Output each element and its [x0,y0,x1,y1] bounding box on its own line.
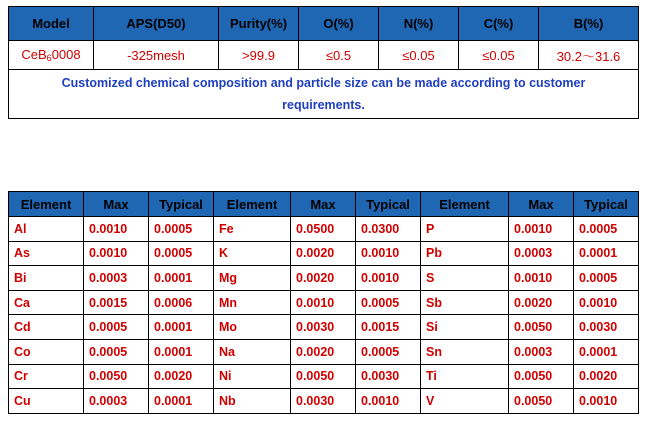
element-cell: Al [9,217,84,242]
value-cell: 0.0500 [291,217,356,242]
value-cell: 0.0030 [291,389,356,414]
value-cell: 0.0001 [149,315,214,340]
table-row [9,241,639,266]
value-cell: 0.0020 [291,339,356,364]
value-cell: 0.0001 [149,339,214,364]
value-cell: 0.0020 [574,364,639,389]
impurity-header-3: Element [214,192,291,217]
value-cell: 0.0015 [84,290,149,315]
value-cell: 0.0020 [149,364,214,389]
element-cell: Ca [9,290,84,315]
value-cell: 0.0010 [509,266,574,291]
value-cell: 0.0003 [509,241,574,266]
table-row [9,389,639,414]
note-line-2: requirements. [282,98,365,112]
value-cell: 0.0005 [356,339,421,364]
spec-b-cell: 30.2～31.6 [539,41,639,70]
value-cell: 0.0010 [356,389,421,414]
note-line-1: Customized chemical composition and particle size can be made according to customer [61,76,586,90]
element-cell: Co [9,339,84,364]
element-cell: Ni [214,364,291,389]
element-cell: Cr [9,364,84,389]
impurity-header-6: Element [421,192,509,217]
element-cell: V [421,389,509,414]
value-cell: 0.0005 [149,241,214,266]
table-row [9,364,639,389]
customization-note [9,70,639,119]
impurity-table [8,191,639,414]
value-cell: 0.0005 [84,339,149,364]
element-cell: Fe [214,217,291,242]
value-cell: 0.0001 [574,339,639,364]
spec-note-row [9,70,639,119]
value-cell: 0.0010 [291,290,356,315]
value-cell: 0.0010 [509,217,574,242]
element-cell: Mn [214,290,291,315]
element-cell: Si [421,315,509,340]
impurity-header-8: Typical [574,192,639,217]
value-cell: 0.0001 [149,266,214,291]
value-cell: 0.0020 [291,266,356,291]
element-cell: Sb [421,290,509,315]
model-prefix: CeB [21,47,47,62]
value-cell: 0.0010 [356,266,421,291]
spec-aps-cell: -325mesh [94,41,219,70]
value-cell: 0.0030 [356,364,421,389]
value-cell: 0.0005 [574,266,639,291]
table-row [9,217,639,242]
value-cell: 0.0030 [291,315,356,340]
value-cell: 0.0020 [291,241,356,266]
value-cell: 0.0003 [509,339,574,364]
value-cell: 0.0030 [574,315,639,340]
value-cell: 0.0050 [509,315,574,340]
value-cell: 0.0010 [84,217,149,242]
impurity-header-2: Typical [149,192,214,217]
spec-value-row [9,41,639,70]
impurity-header-5: Typical [356,192,421,217]
impurity-header-7: Max [509,192,574,217]
spec-header-n: N(%) [379,7,459,41]
value-cell: 0.0006 [149,290,214,315]
element-cell: Nb [214,389,291,414]
element-cell: Sn [421,339,509,364]
value-cell: 0.0001 [574,241,639,266]
spec-header-model: Model [9,7,94,41]
value-cell: 0.0003 [84,266,149,291]
model-subscript: 6 [46,53,52,63]
spec-purity-cell: >99.9 [219,41,299,70]
value-cell: 0.0010 [574,290,639,315]
spec-header-c: C(%) [459,7,539,41]
element-cell: P [421,217,509,242]
value-cell: 0.0003 [84,389,149,414]
value-cell: 0.0005 [574,217,639,242]
value-cell: 0.0050 [84,364,149,389]
spec-header-aps: APS(D50) [94,7,219,41]
table-row [9,290,639,315]
value-cell: 0.0005 [356,290,421,315]
value-cell: 0.0001 [149,389,214,414]
spec-header-row [9,7,639,41]
spec-header-b: B(%) [539,7,639,41]
spec-table [8,6,639,119]
table-row [9,315,639,340]
impurity-header-1: Max [84,192,149,217]
value-cell: 0.0050 [509,364,574,389]
spec-c-cell: ≤0.05 [459,41,539,70]
value-cell: 0.0010 [84,241,149,266]
element-cell: S [421,266,509,291]
table-row [9,266,639,291]
value-cell: 0.0015 [356,315,421,340]
table-row [9,339,639,364]
impurity-header-4: Max [291,192,356,217]
value-cell: 0.0005 [84,315,149,340]
value-cell: 0.0300 [356,217,421,242]
spec-header-o: O(%) [299,7,379,41]
element-cell: Ti [421,364,509,389]
impurity-header-0: Element [9,192,84,217]
value-cell: 0.0010 [574,389,639,414]
element-cell: Mo [214,315,291,340]
spec-n-cell: ≤0.05 [379,41,459,70]
element-cell: Na [214,339,291,364]
element-cell: As [9,241,84,266]
value-cell: 0.0005 [149,217,214,242]
spec-model-cell [9,41,94,70]
element-cell: Cd [9,315,84,340]
element-cell: Pb [421,241,509,266]
element-cell: Bi [9,266,84,291]
spec-header-purity: Purity(%) [219,7,299,41]
value-cell: 0.0020 [509,290,574,315]
model-suffix: 0008 [51,47,81,62]
element-cell: K [214,241,291,266]
spec-o-cell: ≤0.5 [299,41,379,70]
value-cell: 0.0050 [291,364,356,389]
value-cell: 0.0050 [509,389,574,414]
impurity-header-row [9,192,639,217]
value-cell: 0.0010 [356,241,421,266]
impurity-body [9,217,639,414]
element-cell: Cu [9,389,84,414]
element-cell: Mg [214,266,291,291]
